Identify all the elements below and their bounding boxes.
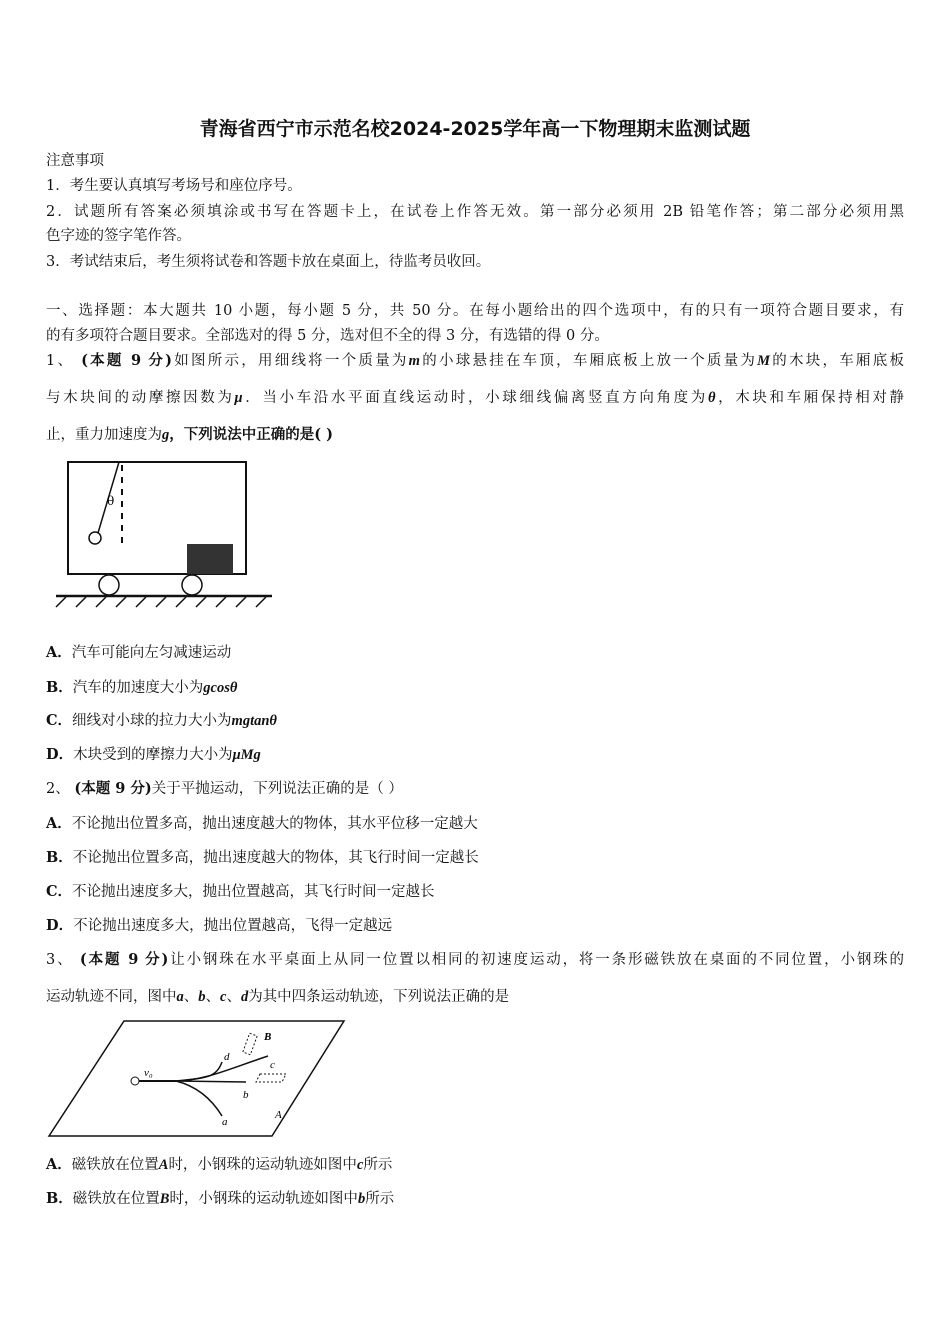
q2-option-c — [46, 882, 435, 902]
var: θ — [707, 390, 716, 406]
text: 不论抛出位置多高，抛出速度越大的物体，其水平位移一定越大 — [71, 816, 478, 832]
q1-option-a — [46, 643, 231, 663]
text: ，木块和车厢保持相对静 — [715, 390, 904, 406]
var: μ — [234, 390, 243, 406]
text: 止，重力加速度为 — [46, 427, 162, 443]
text: b — [357, 1191, 366, 1207]
text: 不论抛出速度多大，抛出位置越高，其飞行时间一定越长 — [72, 884, 435, 900]
section-instructions: 一、选择题：本大题共 10 小题，每小题 5 分，共 50 分。在每小题给出的四个选项中，有的只有一项符合题目要求，有 — [46, 303, 904, 319]
text: 运动轨迹不同，图中 — [46, 989, 177, 1005]
text: ．当小车沿水平面直线运动时，小球细线偏离竖直方向角度为 — [242, 390, 708, 406]
text: c — [220, 989, 227, 1005]
position-b-label: B — [264, 1031, 272, 1043]
text: 与木块间的动摩擦因数为 — [46, 390, 235, 406]
text: (本题 9 分) — [74, 780, 152, 797]
text: b — [198, 989, 206, 1005]
text: 关于平抛运动，下列说法正确的是（ ） — [151, 781, 403, 797]
text: 汽车的加速度大小为 — [72, 680, 204, 696]
text: 3、 — [46, 952, 74, 968]
page-title: 青海省西宁市示范名校2024-2025学年高一下物理期末监测试题 — [199, 118, 751, 140]
text: B — [159, 1191, 170, 1207]
notice-item: 色字迹的签字笔作答。 — [46, 228, 191, 244]
q1-option-d — [46, 745, 261, 765]
text: μMg — [232, 747, 261, 763]
v0-label: v₀ — [144, 1067, 153, 1079]
trajectory-d-label: d — [224, 1051, 230, 1063]
q1-option-b — [46, 678, 237, 698]
text: a — [176, 989, 184, 1005]
text: 让小钢珠在水平桌面上从同一位置以相同的初速度运动，将一条形磁铁放在桌面的不同位置，小钢珠的 — [168, 952, 905, 968]
q-score: (本题 9 分) — [81, 352, 172, 369]
text: c — [356, 1157, 364, 1173]
text: 为其中四条运动轨迹，下列说法正确的是 — [248, 989, 510, 1005]
text: 的小球悬挂在车顶，车厢底板上放一个质量为 — [419, 353, 758, 369]
text: 、 — [205, 989, 220, 1005]
text: 时，小钢珠的运动轨迹如图中 — [169, 1191, 358, 1207]
text: A． — [46, 644, 72, 661]
text: 2、 — [46, 781, 70, 797]
text: B． — [46, 849, 73, 866]
text: 细线对小球的拉力大小为 — [72, 713, 232, 729]
q2-option-d — [46, 916, 392, 936]
text: d — [240, 989, 249, 1005]
text: 时，小钢珠的运动轨迹如图中 — [168, 1157, 357, 1173]
text: 磁铁放在位置 — [72, 1191, 160, 1207]
text: 、 — [183, 989, 199, 1005]
text: D． — [46, 917, 74, 934]
q3-option-a — [46, 1155, 392, 1175]
q2-option-b — [46, 848, 479, 868]
var: g — [162, 427, 170, 443]
q3-stem — [46, 950, 904, 970]
text: A． — [46, 1156, 72, 1173]
text: ，下列说法中正确的是( ) — [169, 426, 334, 443]
text: mgtanθ — [231, 713, 277, 729]
text: 不论抛出位置多高，抛出速度越大的物体，其飞行时间一定越长 — [72, 850, 479, 866]
text: 不论抛出速度多大，抛出位置越高，飞得一定越远 — [73, 918, 393, 934]
trajectory-c-label: c — [270, 1059, 275, 1071]
q1-stem — [46, 425, 333, 445]
text: 木块受到的摩擦力大小为 — [73, 747, 233, 763]
notice-item: 1．考生要认真填写考场号和座位序号。 — [46, 178, 302, 194]
q2-stem — [46, 779, 403, 799]
notice-item: 3．考试结束后，考生须将试卷和答题卡放在桌面上，待监考员收回。 — [46, 254, 491, 270]
text: (本题 9 分) — [79, 951, 169, 968]
text: gcosθ — [203, 680, 238, 696]
q2-option-a — [46, 814, 478, 834]
text: A — [158, 1157, 169, 1173]
var: M — [757, 353, 771, 369]
trajectory-b-label: b — [243, 1089, 249, 1101]
text: A． — [46, 815, 72, 832]
text: 所示 — [363, 1157, 393, 1173]
q3-stem — [46, 987, 509, 1007]
q-num: 1、 — [46, 353, 75, 369]
text: 所示 — [365, 1191, 395, 1207]
section-instructions: 的有多项符合题目要求。全部选对的得 5 分，选对但不全的得 3 分，有选错的得 0 分。 — [46, 328, 609, 344]
q1-option-c — [46, 711, 277, 731]
notice-item: 2．试题所有答案必须填涂或书写在答题卡上，在试卷上作答无效。第一部分必须用 2B 铅笔作答；第二部分必须用黑 — [46, 204, 904, 220]
text: 如图所示，用细线将一个质量为 — [171, 353, 409, 369]
q1-stem — [46, 351, 904, 371]
theta-label: θ — [107, 494, 115, 508]
text: C． — [46, 883, 73, 900]
magnet-trajectory-figure — [46, 1018, 346, 1140]
text: C． — [46, 712, 73, 729]
trajectory-a-label: a — [222, 1116, 228, 1128]
text: B． — [46, 679, 73, 696]
text: 磁铁放在位置 — [71, 1157, 159, 1173]
notice-heading: 注意事项 — [46, 153, 104, 169]
position-a-label: A — [275, 1109, 282, 1121]
text: 的木块，车厢底板 — [770, 353, 905, 369]
car-pendulum-figure — [46, 455, 278, 615]
text: D． — [46, 746, 74, 763]
var: m — [408, 353, 420, 369]
q3-option-b — [46, 1189, 394, 1209]
text: B． — [46, 1190, 73, 1207]
q1-stem — [46, 388, 904, 408]
text: 、 — [226, 989, 241, 1005]
text: 汽车可能向左匀减速运动 — [71, 645, 232, 661]
